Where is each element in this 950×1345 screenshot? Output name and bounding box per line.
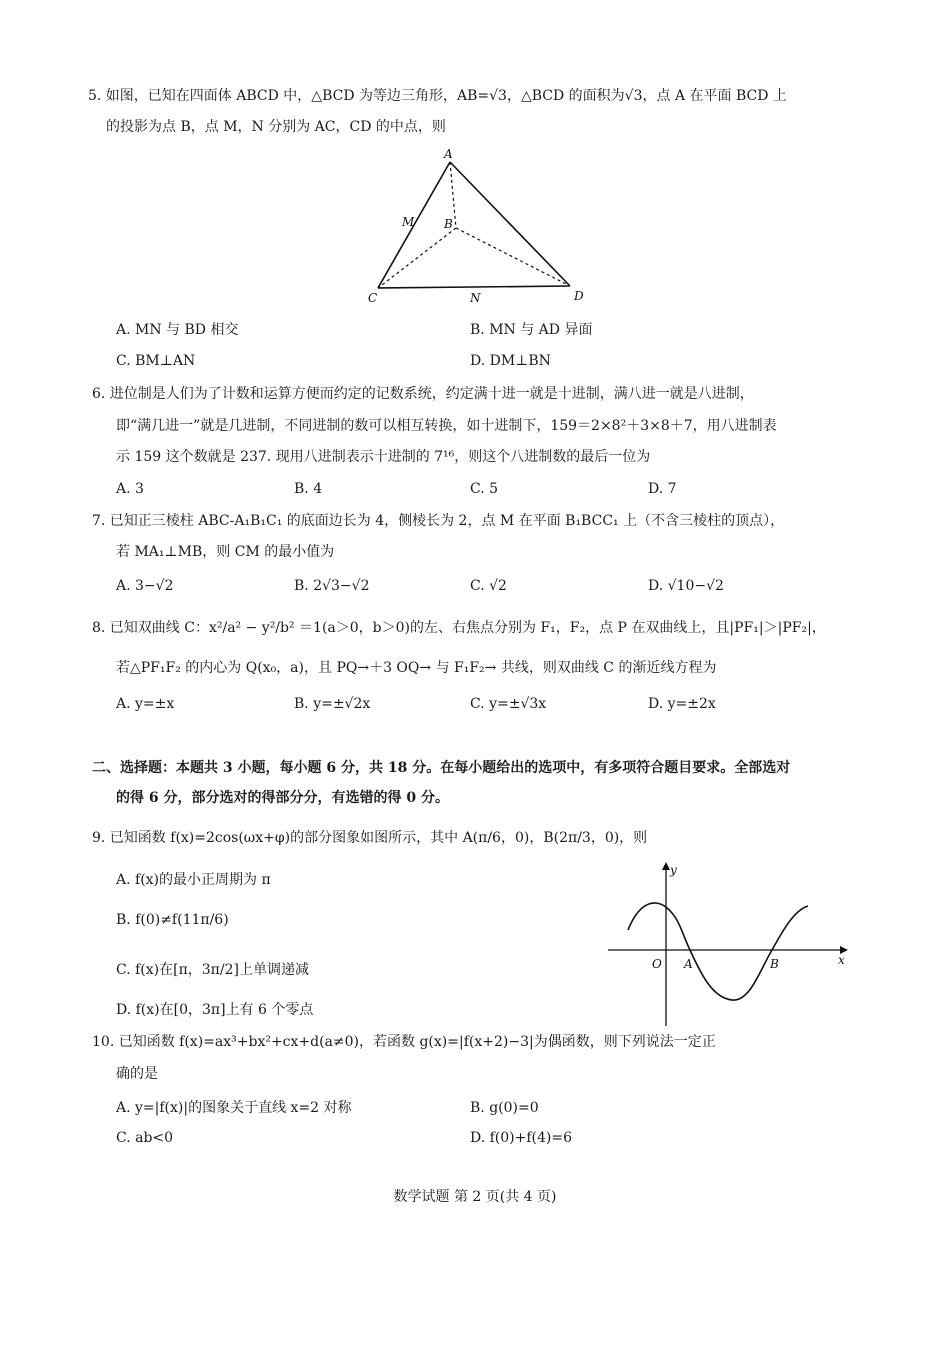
tetrahedron-figure <box>360 148 600 308</box>
label-n: N <box>470 291 481 305</box>
label-c: C <box>368 291 378 305</box>
edge-bc-hidden <box>378 228 456 288</box>
section-2-heading-line1: 二、选择题：本题共 3 小题，每小题 6 分，共 18 分。在每小题给出的选项中，有多项符合题目要求。全部选对 <box>92 760 791 776</box>
q7-stem-line2: 若 MA₁⊥MB，则 CM 的最小值为 <box>116 544 335 560</box>
q10-stem-line2: 确的是 <box>116 1066 158 1082</box>
cosine-curve <box>628 903 808 1000</box>
q9-option-c: C. f(x)在[π，3π/2]上单调递减 <box>116 962 309 978</box>
label-d: D <box>574 289 584 303</box>
q7-option-c: C. √2 <box>470 578 507 594</box>
x-axis-label: x <box>838 953 845 967</box>
label-b: B <box>444 217 453 231</box>
q5-option-c: C. BM⊥AN <box>116 353 196 369</box>
q10-option-a: A. y=|f(x)|的图象关于直线 x=2 对称 <box>116 1100 352 1116</box>
point-a-label: A <box>684 957 693 971</box>
q9-stem-line1: 9. 已知函数 f(x)=2cos(ωx+φ)的部分图象如图所示，其中 A(π/6，0)，B(2π/3，0)，则 <box>92 830 648 846</box>
q7-option-d: D. √10−√2 <box>648 578 724 594</box>
edge-bd-hidden <box>456 228 570 286</box>
q5-stem-line2: 的投影为点 B，点 M，N 分别为 AC，CD 的中点，则 <box>106 119 446 135</box>
q6-stem-line3: 示 159 这个数就是 237. 现用八进制表示十进制的 7¹⁶，则这个八进制数的最后一位为 <box>116 449 651 465</box>
q8-option-d: D. y=±2x <box>648 696 716 712</box>
q9-option-a: A. f(x)的最小正周期为 π <box>116 872 271 888</box>
q8-option-c: C. y=±√3x <box>470 696 547 712</box>
q6-option-b: B. 4 <box>294 481 323 497</box>
q6-stem-line2: 即“满几进一”就是几进制，不同进制的数可以相互转换，如十进制下，159＝2×8²＋3×8＋7，用八进制表 <box>116 418 777 434</box>
q7-stem-line1: 7. 已知正三棱柱 ABC-A₁B₁C₁ 的底面边长为 4，侧棱长为 2，点 M 在平面 B₁BCC₁ 上（不含三棱柱的顶点）， <box>92 513 785 529</box>
cosine-graph-figure <box>600 858 850 1028</box>
section-2-heading-line2: 的得 6 分，部分选对的得部分分，有选错的得 0 分。 <box>116 790 449 806</box>
y-axis-label: y <box>670 863 677 877</box>
q8-stem-line2: 若△PF₁F₂ 的内心为 Q(x₀，a)，且 PQ→＋3 OQ→ 与 F₁F₂→ 共线，则双曲线 C 的渐近线方程为 <box>116 660 717 676</box>
q6-option-a: A. 3 <box>116 481 144 497</box>
q8-option-a: A. y=±x <box>116 696 175 712</box>
q9-option-d: D. f(x)在[0，3π]上有 6 个零点 <box>116 1002 314 1018</box>
q5-stem-line1: 5. 如图，已知在四面体 ABCD 中，△BCD 为等边三角形，AB=√3，△BCD 的面积为√3，点 A 在平面 BCD 上 <box>88 88 787 104</box>
y-axis-arrow <box>662 862 670 870</box>
q6-option-d: D. 7 <box>648 481 677 497</box>
label-a: A <box>444 147 453 161</box>
q8-option-b: B. y=±√2x <box>294 696 371 712</box>
q7-option-b: B. 2√3−√2 <box>294 578 370 594</box>
point-b-label: B <box>770 957 779 971</box>
origin-label: O <box>652 957 662 971</box>
q10-stem-line1: 10. 已知函数 f(x)=ax³+bx²+cx+d(a≠0)，若函数 g(x)=|f(x+2)−3|为偶函数，则下列说法一定正 <box>92 1034 716 1050</box>
q10-option-d: D. f(0)+f(4)=6 <box>470 1130 573 1146</box>
q10-option-b: B. g(0)=0 <box>470 1100 539 1116</box>
q6-option-c: C. 5 <box>470 481 499 497</box>
page-footer: 数学试题 第 2 页(共 4 页) <box>393 1189 557 1205</box>
edge-cd <box>378 286 570 288</box>
label-m: M <box>402 215 415 229</box>
q5-option-d: D. DM⊥BN <box>470 353 551 369</box>
q7-option-a: A. 3−√2 <box>116 578 174 594</box>
q6-stem-line1: 6. 进位制是人们为了计数和运算方便而约定的记数系统，约定满十进一就是十进制，满八进一就是八进制， <box>92 386 754 402</box>
q9-option-b: B. f(0)≠f(11π/6) <box>116 912 229 928</box>
q8-stem-line1: 8. 已知双曲线 C：x²/a² − y²/b² ＝1(a＞0，b＞0)的左、右焦点分别为 F₁，F₂，点 P 在双曲线上，且|PF₁|＞|PF₂|， <box>92 620 826 636</box>
q10-option-c: C. ab<0 <box>116 1130 174 1146</box>
edge-ad <box>450 162 570 286</box>
q5-option-b: B. MN 与 AD 异面 <box>470 322 593 338</box>
q5-option-a: A. MN 与 BD 相交 <box>116 322 239 338</box>
